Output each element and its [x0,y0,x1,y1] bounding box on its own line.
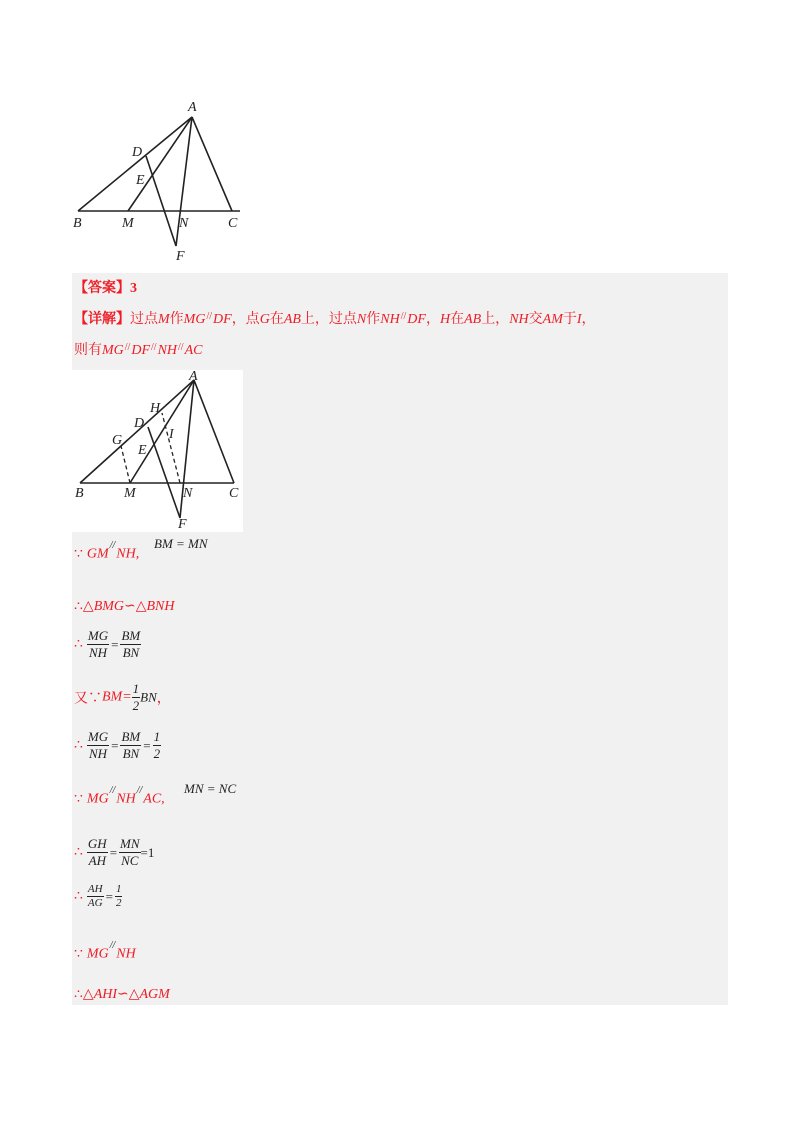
solution-panel [72,273,728,1005]
detail-tag: 【详解】 [74,312,130,327]
label-N: N [179,216,189,231]
step-9: ∵ MG//NH [74,939,136,962]
construction-figure [72,370,243,532]
label-F: F [176,249,185,264]
svg-text:C: C [229,486,239,501]
svg-text:F: F [178,517,187,532]
svg-text:D: D [134,416,145,431]
step-4: 又∵BM= $\frac{1}{2}$ BN， [74,681,171,713]
label-D: D [132,145,143,160]
step-1: ∵ GM//NH, BM = MN [74,536,208,562]
svg-text:G: G [112,433,123,448]
triangle-figure [70,98,250,268]
step-3: ∴ $\frac{MG}{NH}$ = $\frac{BM}{BN}$ [74,628,141,660]
label-E: E [136,173,145,188]
step-2: ∴△BMG∽△BNH [74,599,175,615]
svg-text:B: B [75,486,84,501]
label-B: B [73,216,82,231]
svg-text:H: H [150,401,161,416]
label-A: A [188,100,197,115]
step-10: ∴△AHI∽△AGM [74,987,170,1003]
answer-value: 3 [130,281,137,296]
svg-text:I: I [169,427,174,442]
svg-text:A: A [189,370,198,384]
step-5: ∴ $\frac{MG}{NH}$ = $\frac{BM}{BN}$ = $\frac{1}{2}$ [74,729,161,761]
detail-line-2: 则有MG//DF//NH//AC [74,342,203,358]
step-8: ∴ $\frac{AH}{AG}$ = $\frac{1}{2}$ [74,883,122,909]
svg-text:N: N [183,486,193,501]
label-C: C [228,216,238,231]
step-6: ∵ MG//NH//AC, MN = NC [74,781,237,807]
svg-text:E: E [138,443,147,458]
step-7: ∴ $\frac{GH}{AH}$ = $\frac{MN}{NC}$ =1 [74,836,155,868]
label-M: M [122,216,134,231]
svg-text:M: M [124,486,136,501]
answer-line [74,277,137,297]
answer-tag: 【答案】 [74,281,130,296]
detail-line-1: 【详解】过点M作MG//DF，点G在AB上，过点N作NH//DF，H在AB上，NH交AM于I， [74,311,596,327]
